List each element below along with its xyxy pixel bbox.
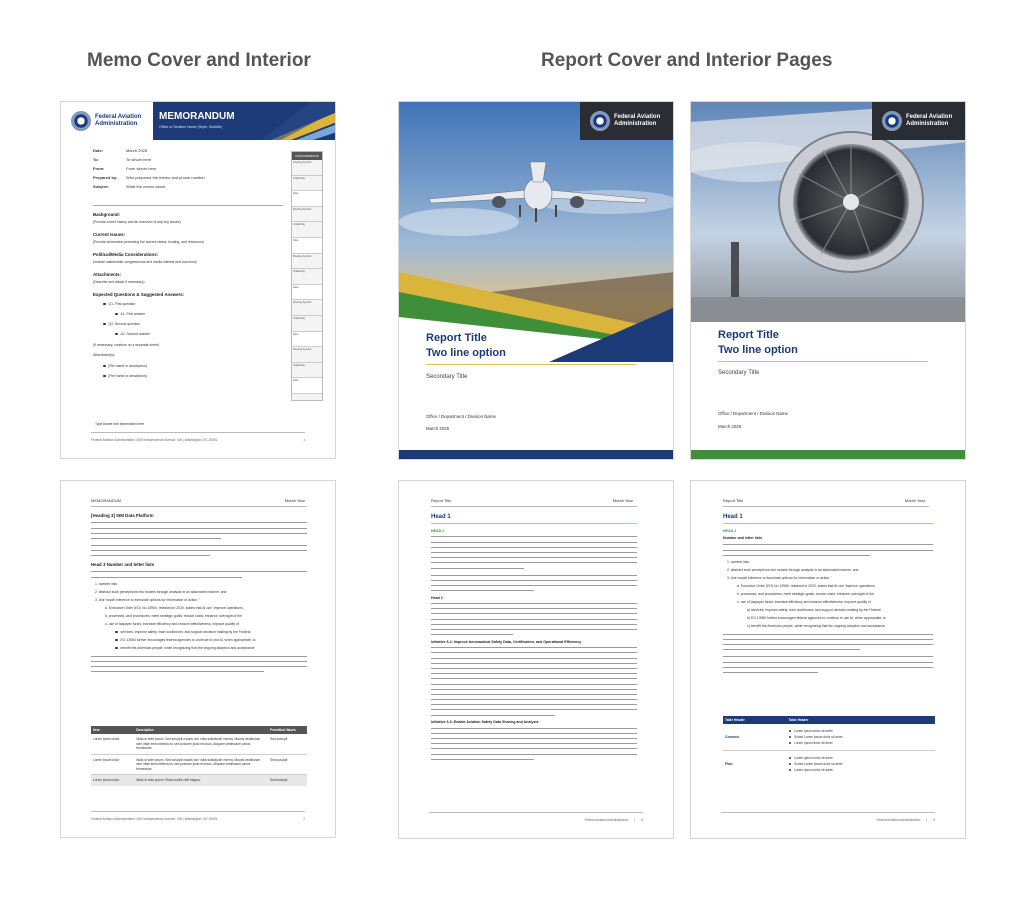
table-cell-label: Connect: [725, 735, 740, 739]
attachment-item: [File name or description]: [108, 374, 147, 378]
bullet-item: benefit the American people, while recognizing that the ongoing adoption and acceptance: [115, 645, 307, 651]
table-item: Lorem ipsum dolor sit amet: [794, 741, 833, 745]
header-rule: [91, 506, 307, 507]
body-paragraph: [91, 521, 307, 541]
table-cell: Lorem ipsum dolor: [93, 778, 120, 782]
table-header: Table Header: [725, 718, 745, 722]
concurrence-row: Routing Symbol: [292, 347, 322, 363]
table-cell: Lorem ipsum dolor: [93, 757, 120, 762]
table-header: Permitted Values: [270, 728, 296, 732]
title-rule: [718, 361, 928, 362]
report-interior-2-footer: Federal Aviation Administration | 9: [721, 812, 935, 822]
page-number: 5: [641, 818, 643, 822]
heading-3: [Heading 3] SIM Data Platform: [91, 513, 154, 518]
concurrence-row: Date: [292, 378, 322, 394]
head-3: Number and letter lists: [723, 536, 762, 540]
qa-item: Q2. Second question: [108, 322, 141, 326]
running-header-right: Month Year: [612, 498, 633, 503]
concurrence-row: Date: [292, 332, 322, 348]
table-item: Sched Lorem ipsum dolor sit amet: [794, 735, 843, 739]
field-value: Who prepared the memo and phone number: [126, 175, 205, 180]
office-name: Office / Department / Division Name: [718, 411, 788, 416]
memo-fields: [93, 148, 283, 193]
table-item: Lorem ipsum dolor sit amet: [794, 729, 833, 733]
concurrence-row: Initials/Sig: [292, 363, 322, 379]
running-header-right: Month Year: [284, 498, 305, 503]
field-value: What the memo about: [126, 184, 166, 189]
body-paragraph: [431, 602, 637, 637]
memo-header-swoosh: [241, 102, 336, 140]
sublist-item: a. Executive Order (EO) No 13960, released in 2020, states that AI can "improve operations,: [737, 584, 876, 589]
list-item: 1. number lists: [95, 582, 118, 587]
table-cell: Nulla ut ante ipsum. Etiam mollis velit magna.: [136, 778, 201, 782]
list-item: 2. abstract such perceptions into models through analysis in an automated manner, and: [727, 568, 859, 573]
concurrence-row: Routing Symbol: [292, 207, 322, 223]
table-header: Table Header: [788, 718, 809, 722]
section-head: Background:: [93, 212, 121, 217]
table-cell: Sed suscipit: [270, 757, 288, 762]
memo-cover-footer: [91, 432, 305, 442]
title-line-2: Two line option: [718, 344, 798, 356]
body-paragraph: [431, 535, 637, 570]
concurrence-row: Routing Symbol: [292, 160, 322, 176]
concurrence-row: Initials/Sig: [292, 222, 322, 238]
table-cell: Nulla ut ante ipsum. Sed suscipit mauris non nulla sollicitudin viverra. Mauris vestibulum sem vitae enim bibendum, sed posuere justo rhoncus. Aliquam vestibulum varius fermentum.: [136, 757, 261, 771]
table-row: [723, 724, 935, 751]
body-paragraph: [91, 654, 307, 674]
faa-seal-icon: [71, 111, 91, 131]
section-body: (Provide a brief history and an overview of any key issues): [93, 220, 181, 224]
table-cell: Lorem ipsum dolor: [93, 737, 120, 741]
subsub-item: a) services; improve safety; train workforces; and support decision making by the Federal: [747, 608, 881, 613]
table-row: [723, 751, 935, 778]
brand-line1: Federal Aviation: [95, 114, 142, 120]
report-cover-2: [690, 101, 966, 460]
footer-text: Federal Aviation Administration | 800 Independence Avenue, SW | Washington, DC 20591: [91, 817, 218, 821]
report-interior-2: [690, 480, 966, 839]
body-paragraph: [91, 570, 307, 579]
table-item: Sched Lorem ipsum dolor sit amet: [794, 762, 843, 766]
field-value: To whom here: [126, 157, 152, 162]
body-paragraph: [723, 632, 933, 652]
bullet-item: services; improve safety; train workforces; and support decision making by the Federal: [115, 629, 307, 635]
type-line: Type blame line information here: [95, 422, 145, 426]
memo-interior-body: [91, 513, 307, 675]
concurrence-row: Date: [292, 238, 322, 254]
table-header: Description: [136, 728, 154, 732]
brand-line2: Administration: [95, 121, 138, 127]
table-row: [91, 754, 307, 775]
body-paragraph: [723, 655, 933, 675]
report-cover-brand-box: [580, 102, 674, 140]
section-head: Attachments:: [93, 272, 122, 277]
body-paragraph: [431, 573, 637, 593]
header-rule: [723, 506, 929, 507]
table-item: Lorem ipsum dolor sit amet: [794, 768, 833, 772]
qa-item: Q1. First question: [108, 302, 136, 306]
cover-date: March 2025: [718, 424, 742, 429]
attachments-label: Attachment(s):: [93, 353, 116, 357]
qa-item: A2. Second answer: [120, 332, 150, 336]
sublist-item: b. processes, and procedures; meet strategic goals; reduce costs; enhance oversight of the: [737, 592, 875, 597]
title-line-1: Report Title: [426, 332, 487, 344]
sublist-item: c. use of taxpayer funds; increase efficiency and mission effectiveness; improve quality of: [105, 622, 239, 627]
memo-section-heading: Memo Cover and Interior: [87, 50, 311, 71]
brand-line1: Federal Aviation: [614, 114, 661, 120]
running-header-left: Report Title: [431, 498, 452, 503]
qa-item: A1. First answer: [120, 312, 145, 316]
field-label: From:: [93, 166, 105, 171]
running-header-right: Month Year: [904, 498, 925, 503]
field-label: Date:: [93, 148, 104, 153]
running-header-left: Report Title: [723, 498, 744, 503]
page-number: 9: [933, 818, 935, 822]
section-body: (Describe and attach if necessary): [93, 280, 145, 284]
table-cell: Sed suscipit: [270, 737, 288, 741]
report-cover-brand-box: [872, 102, 966, 140]
list-item: 1. number lists: [727, 560, 750, 565]
report-cover-1: [398, 101, 674, 460]
memo-faa-logo: [71, 111, 141, 131]
continue-note: (If necessary, continue on a separate sheet): [93, 343, 159, 347]
initiative-heading: Initiative 6.2: Improve Aeronautical Safety Data, Certification, and Operational Efficiency: [431, 639, 582, 644]
cover-bottom-bar: [399, 450, 674, 459]
field-value: From whom here: [126, 166, 157, 171]
head-2: HEAD 2: [723, 529, 737, 533]
secondary-title: Secondary Title: [718, 370, 760, 376]
memo-interior-footer: [91, 811, 305, 821]
footer-text: Federal Aviation Administration: [584, 818, 629, 822]
memo-sections: [93, 212, 283, 379]
table-row: [91, 734, 307, 754]
body-paragraph: [91, 544, 307, 558]
office-name: Office / Department / Division Name: [426, 414, 496, 419]
concurrence-title: CONCURRENCE: [292, 152, 322, 160]
field-label: To:: [93, 157, 99, 162]
report-interior-1-footer: Federal Aviation Administration | 5: [429, 812, 643, 822]
header-rule: [431, 506, 637, 507]
brand-line2: Administration: [906, 121, 949, 127]
concurrence-row: Routing Symbol: [292, 300, 322, 316]
footer-text: Federal Aviation Administration | 800 Independence Avenue, SW | Washington, DC 20591: [91, 438, 218, 442]
concurrence-row: Initials/Sig: [292, 176, 322, 192]
subsub-item: b) EO 13960 further encourages federal agencies to continue to use AI, when appropriate, to: [747, 616, 886, 621]
body-paragraph: [431, 726, 637, 761]
body-paragraph: [723, 543, 933, 557]
head-1: Head 1: [431, 514, 451, 520]
section-head: Current Issues:: [93, 232, 126, 237]
sublist-item: a. Executive Order (EO) No 13960, released in 2020, states that AI can "improve operations,: [105, 606, 244, 611]
table-cell-label: Plan: [725, 762, 733, 766]
memo-title: MEMORANDUM: [159, 111, 235, 122]
head-2b: Head 2: [431, 595, 443, 600]
cover-date: March 2025: [426, 426, 450, 431]
report-interior-1: [398, 480, 674, 839]
report-table: [723, 716, 935, 777]
report-cover-title: [718, 328, 798, 358]
brand-line1: Federal Aviation: [906, 114, 953, 120]
concurrence-row: Initials/Sig: [292, 269, 322, 285]
report-cover-title: [426, 331, 506, 361]
memo-subtitle: Office or Division Name (Style: Subtitle): [159, 125, 223, 129]
concurrence-row: Date: [292, 191, 322, 207]
section-head: Political/Media Considerations:: [93, 252, 159, 257]
field-label: Prepared by:: [93, 175, 118, 180]
airplane-photo: [399, 102, 674, 362]
list-item: 3. Use model inference to formulate options for information or action.": [727, 576, 832, 581]
table-cell: Sed suscipit: [270, 778, 288, 782]
sublist-item: c. use of taxpayer funds; increase efficiency and mission effectiveness; improve quality of: [737, 600, 871, 605]
concurrence-row: Date: [292, 285, 322, 301]
memo-table: [91, 726, 307, 786]
initiative-heading: Initiative 6.3: Enable Aviation Safety Data Sharing and Analysis: [431, 720, 539, 725]
faa-seal-icon: [882, 111, 902, 131]
footer-text: Federal Aviation Administration: [876, 818, 921, 822]
faa-seal-icon: [590, 111, 610, 131]
report-section-heading: Report Cover and Interior Pages: [541, 50, 833, 71]
list-item: 2. abstract such perceptions into models through analysis in an automated manner, and: [95, 590, 227, 595]
brand-line2: Administration: [614, 121, 657, 127]
memo-interior-page: [60, 480, 336, 838]
head-2: HEAD 2: [431, 529, 445, 533]
head-1: Head 1: [723, 514, 743, 520]
heading-3-lists: Head 3 Number and letter lists: [91, 561, 155, 567]
body-paragraph: [431, 646, 637, 717]
table-header: Item: [93, 728, 100, 732]
concurrence-row: Routing Symbol: [292, 254, 322, 270]
list-item: 3. Use model inference to formulate options for information or action.": [95, 598, 200, 603]
section-body: (Provide information pertaining the current status, funding, and resources): [93, 240, 204, 244]
subsub-item: c) benefit the American people, while recognizing that the ongoing adoption and acceptance: [747, 624, 885, 629]
table-row: [91, 775, 307, 786]
title-rule: [426, 364, 636, 365]
memo-divider: [93, 205, 283, 206]
report-interior-1-body: [431, 514, 637, 763]
memo-cover-page: [60, 101, 336, 459]
running-header-left: MEMORANDUM: [91, 498, 121, 503]
page-number: 1: [303, 438, 305, 442]
cover-bottom-bar: [691, 450, 966, 459]
page-number: 2: [303, 817, 305, 821]
title-line-2: Two line option: [426, 347, 506, 359]
section-body: (Include stakeholder congressional and media interest and concerns): [93, 260, 197, 264]
bullet-item: EO 13960 further encourages federal agencies to continue to use AI, when appropriate, to: [115, 637, 307, 643]
title-line-1: Report Title: [718, 329, 779, 341]
field-label: Subject:: [93, 184, 109, 189]
concurrence-sidebar: [291, 151, 323, 401]
qa-head: Expected Questions & Suggested Answers:: [93, 292, 185, 297]
table-cell: Nulla ut ante ipsum. Sed suscipit mauris non nulla sollicitudin viverra. Mauris vestibulum sem vitae enim bibendum, sed posuere justo rhoncus. Aliquam vestibulum varius fermentum.: [136, 737, 261, 750]
table-item: Lorem ipsum dolor sit amet: [794, 756, 833, 760]
secondary-title: Secondary Title: [426, 374, 468, 380]
attachment-item: [File name or description]: [108, 364, 147, 368]
report-interior-2-body: [723, 514, 933, 676]
concurrence-row: Initials/Sig: [292, 316, 322, 332]
sublist-item: b. processes, and procedures; meet strategic goals; reduce costs; enhance oversight of the: [105, 614, 243, 619]
field-value: March 2025: [126, 148, 148, 153]
